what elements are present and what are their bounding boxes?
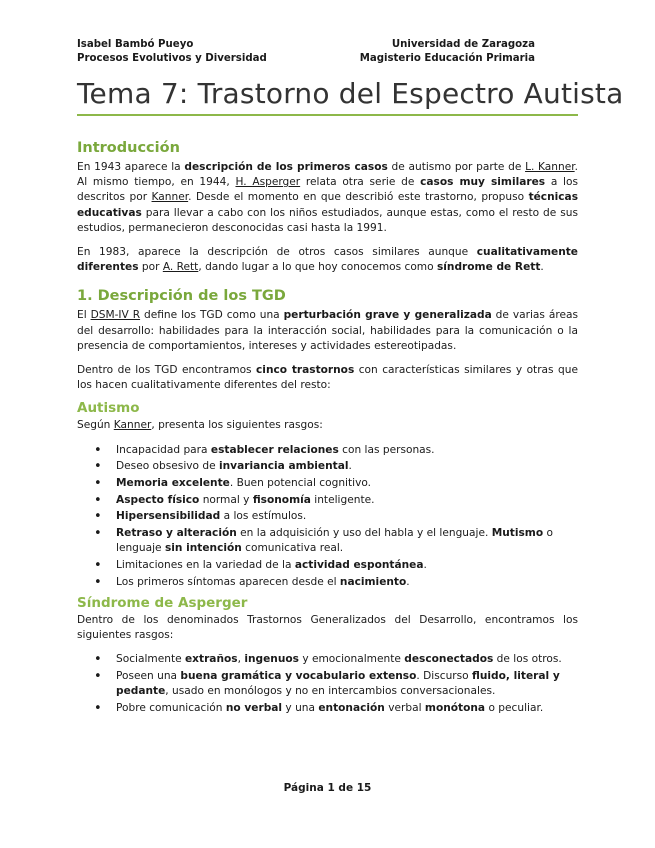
autismo-intro: Según Kanner, presenta los siguientes rasgos: — [77, 419, 323, 432]
list-item: • Memoria excelente. Buen potencial cognitivo. — [116, 476, 578, 491]
list-item: • Incapacidad para establecer relaciones con las personas. — [116, 443, 578, 458]
asperger-intro: Dentro de los denominados Trastornos Generalizados del Desarrollo, encontramos los siguientes rasgos: — [77, 613, 578, 642]
list-item: • Socialmente extraños, ingenuos y emocionalmente desconectados de los otros. — [116, 652, 578, 667]
list-item: • Hipersensibilidad a los estímulos. — [116, 509, 578, 524]
list-item: • Limitaciones en la variedad de la actividad espontánea. — [116, 558, 578, 573]
title-divider — [77, 114, 578, 116]
document-body — [77, 138, 578, 720]
asperger-list — [77, 652, 578, 716]
course-name: Procesos Evolutivos y Diversidad — [77, 53, 267, 64]
university-name: Universidad de Zaragoza — [391, 39, 535, 50]
list-item: • Pobre comunicación no verbal y una entonación verbal monótona o peculiar. — [116, 701, 578, 716]
author-name: Isabel Bambó Pueyo — [77, 39, 194, 50]
header-right — [360, 38, 535, 66]
section1-paragraph-1: El DSM-IV R define los TGD como una perturbación grave y generalizada de varias áreas del desarrollo: habilidades para la interacción social, habilidades para la comunicación o la presencia de comportamientos, intereses y actividades estereotipadas. — [77, 309, 578, 352]
intro-paragraph-2: En 1983, aparece la descripción de otros casos similares aunque cualitativamente diferentes por A. Rett, dando lugar a lo que hoy conocemos como síndrome de Rett. — [77, 246, 578, 274]
degree-name: Magisterio Educación Primaria — [359, 53, 535, 64]
asperger-heading: Síndrome de Asperger — [77, 594, 248, 611]
page-number: Página 1 de 15 — [283, 782, 372, 794]
autismo-list — [77, 443, 578, 590]
section1-paragraph-2: Dentro de los TGD encontramos cinco trastornos con características similares y otras que los hacen cualitativamente diferentes del resto: — [77, 364, 578, 392]
intro-paragraph-1: En 1943 aparece la descripción de los primeros casos de autismo por parte de L. Kanner. Al mismo tiempo, en 1944, H. Asperger relata otra serie de casos muy similares a los descritos por Kanner. Desde el momento en que describió este trastorno, propuso técnicas educativas para llevar a cabo con los niños estudiados, aunque estas, como el resto de sus estudios, permanecieron desconocidas casi hasta la 1991. — [77, 161, 579, 234]
header-left — [77, 38, 267, 66]
list-item: • Retraso y alteración en la adquisición y uso del habla y el lenguaje. Mutismo o lenguaje sin intención comunicativa real. — [116, 526, 578, 556]
list-item: • Aspecto físico normal y fisonomía inteligente. — [116, 493, 578, 508]
intro-heading: Introducción — [77, 140, 180, 156]
section1-heading: 1. Descripción de los TGD — [77, 288, 286, 305]
autismo-heading: Autismo — [77, 400, 140, 417]
list-item: • Deseo obsesivo de invariancia ambiental. — [116, 459, 578, 474]
list-item: • Los primeros síntomas aparecen desde el nacimiento. — [116, 575, 578, 590]
page-title: Tema 7: Trastorno del Espectro Autista — [77, 77, 624, 110]
list-item: • Poseen una buena gramática y vocabulario extenso. Discurso fluido, literal y pedante, usado en monólogos y no en intercambios conversacionales. — [116, 669, 578, 699]
